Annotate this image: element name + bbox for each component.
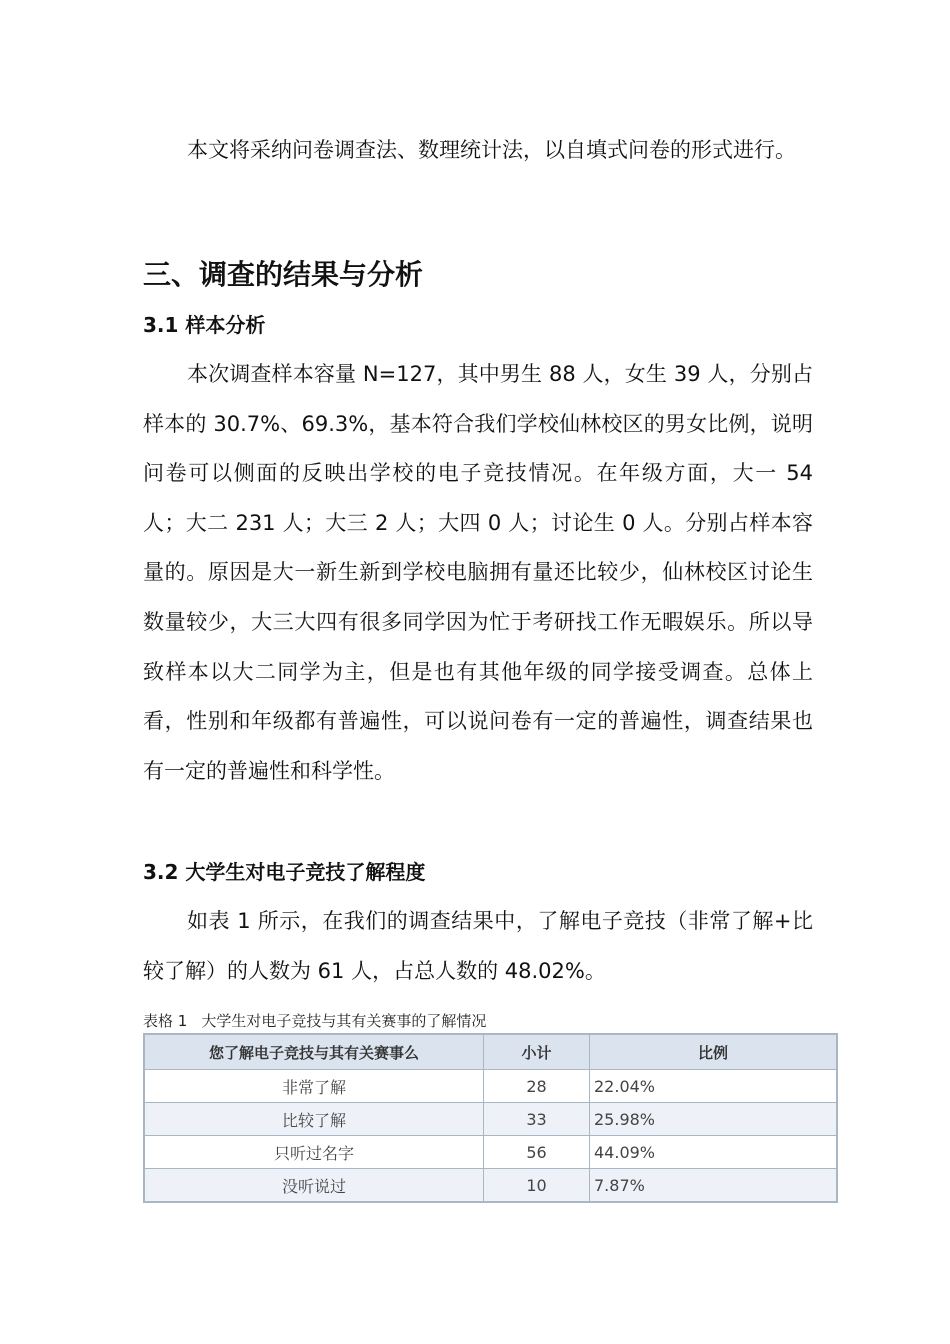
intro-paragraph: 本文将采纳问卷调查法、数理统计法，以自填式问卷的形式进行。 bbox=[187, 138, 796, 162]
table-cell-ratio: 44.09% bbox=[590, 1136, 838, 1169]
table-row bbox=[144, 1169, 837, 1203]
table-caption-title: 大学生对电子竞技与其有关赛事的了解情况 bbox=[201, 1012, 487, 1030]
table-cell-ratio: 7.87% bbox=[590, 1169, 838, 1203]
table-header-question: 您了解电子竞技与其有关赛事么 bbox=[144, 1034, 484, 1070]
table-cell-ratio: 25.98% bbox=[590, 1103, 838, 1136]
table-caption bbox=[143, 1011, 486, 1031]
section-heading: 三、调查的结果与分析 bbox=[143, 258, 424, 291]
table-cell-option: 非常了解 bbox=[144, 1070, 484, 1103]
table-header-count: 小计 bbox=[484, 1034, 590, 1070]
table-cell-option: 只听过名字 bbox=[144, 1136, 484, 1169]
table-header-row bbox=[144, 1034, 837, 1070]
subsection-heading-awareness: 3.2 大学生对电子竞技了解程度 bbox=[143, 860, 426, 884]
table-caption-number: 表格 1 bbox=[143, 1012, 188, 1030]
subsection-heading-sample: 3.1 样本分析 bbox=[143, 313, 266, 337]
awareness-paragraph: 如表 1 所示，在我们的调查结果中，了解电子竞技（非常了解+比较了解）的人数为 61 人，占总人数的 48.02%。 bbox=[143, 909, 813, 983]
table-cell-count: 10 bbox=[484, 1169, 590, 1203]
table-header-ratio: 比例 bbox=[590, 1034, 838, 1070]
awareness-table bbox=[143, 1033, 838, 1203]
table-row bbox=[144, 1070, 837, 1103]
table-cell-count: 33 bbox=[484, 1103, 590, 1136]
table-cell-option: 比较了解 bbox=[144, 1103, 484, 1136]
sample-analysis-paragraph: 本次调查样本容量 N=127，其中男生 88 人，女生 39 人，分别占样本的 30.7%、69.3%，基本符合我们学校仙林校区的男女比例，说明问卷可以侧面的反映出学校的电子竞技情况。在年级方面，大一 54 人；大二 231 人；大三 2 人；大四 0 人；讨论生 0 人。分别占样本容量的。原因是大一新生新到学校电脑拥有量还比较少，仙林校区讨论生数量较少，大三大四有很多同学因为忙于考研找工作无暇娱乐。所以导致样本以大二同学为主，但是也有其他年级的同学接受调查。总体上看，性别和年级都有普遍性，可以说问卷有一定的普遍性，调查结果也有一定的普遍性和科学性。 bbox=[143, 362, 813, 783]
table-cell-count: 56 bbox=[484, 1136, 590, 1169]
table-row bbox=[144, 1136, 837, 1169]
table-cell-count: 28 bbox=[484, 1070, 590, 1103]
table-row bbox=[144, 1103, 837, 1136]
table-cell-ratio: 22.04% bbox=[590, 1070, 838, 1103]
table-cell-option: 没听说过 bbox=[144, 1169, 484, 1203]
